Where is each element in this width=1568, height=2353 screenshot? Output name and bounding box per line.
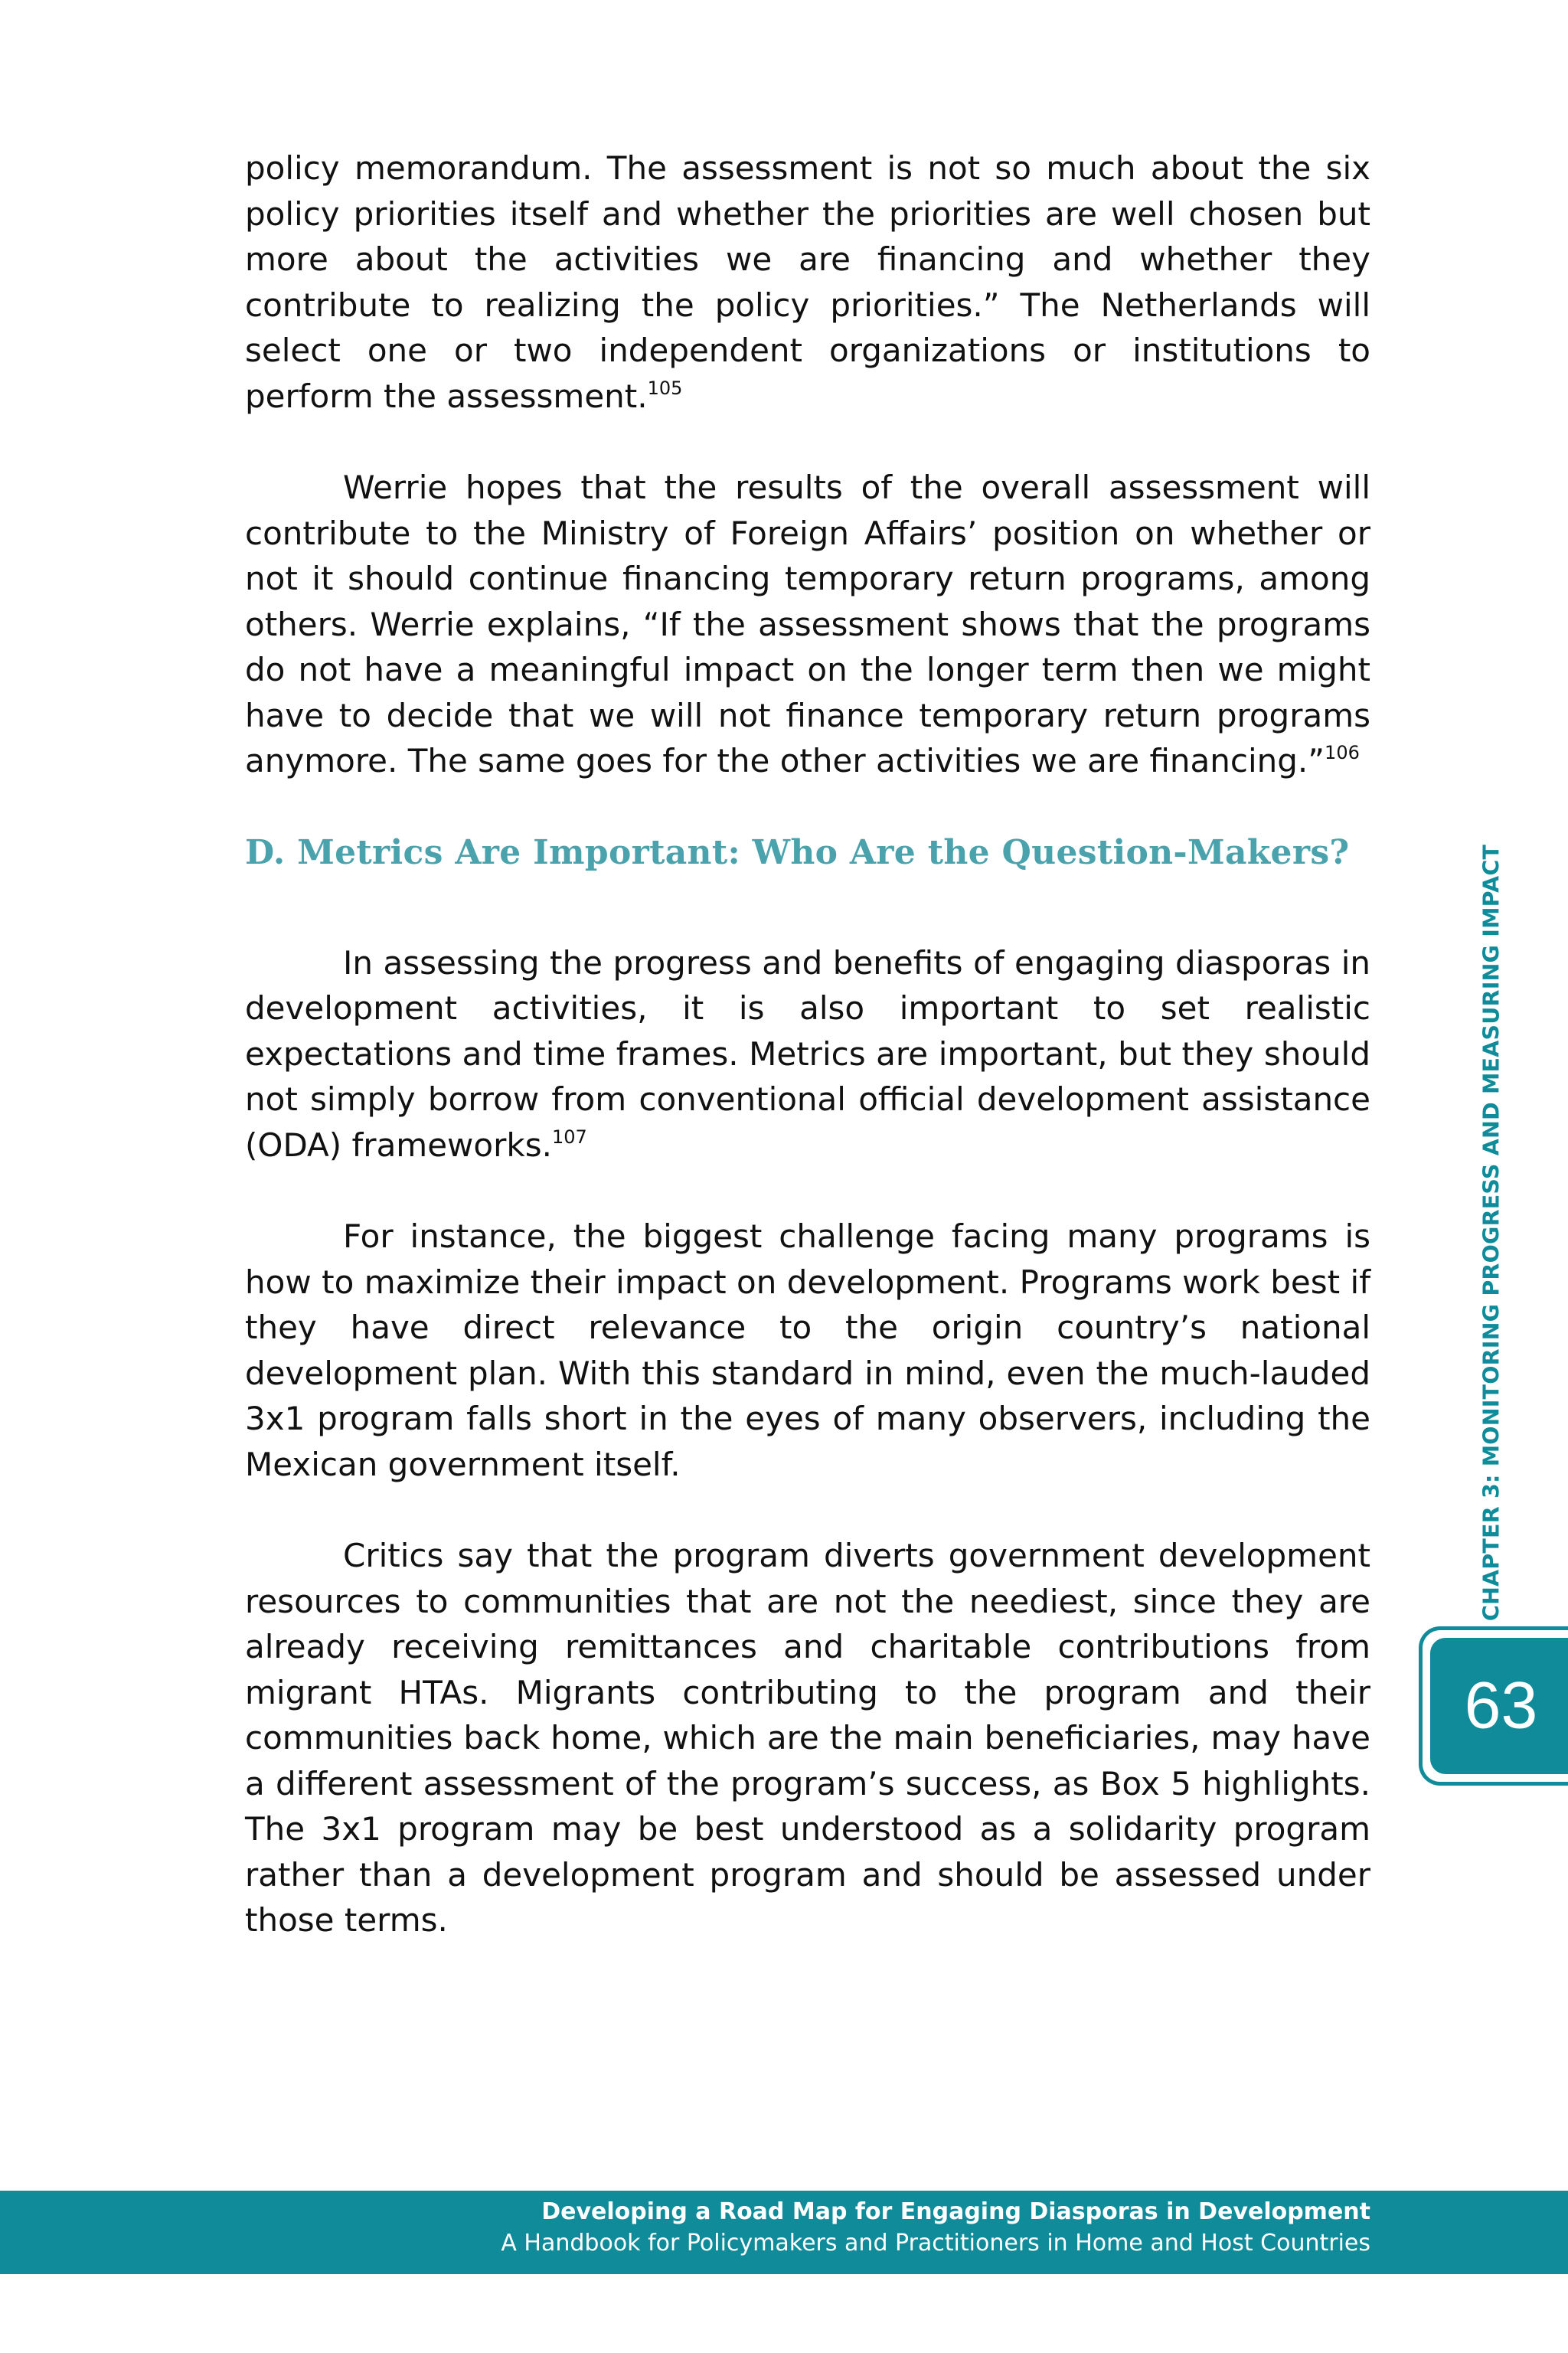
page-number-fill xyxy=(1430,1638,1568,1774)
footnote-105[interactable]: 105 xyxy=(647,377,683,399)
page-number: 63 xyxy=(1464,1668,1538,1743)
paragraph-5: Critics say that the program diverts government development resources to communities that are not the neediest, since they are already receiving remittances and charitable contributions from migrant HTAs. Migrants contributing to the program and their communities back home, which are the main beneficiaries, may have a different assessment of the program’s success, as Box 5 highlights. The 3x1 program may be best understood as a solidarity program rather than a development program and should be assessed under those terms. xyxy=(245,1537,1370,1939)
paragraph-3-text: In assessing the progress and benefits of engaging diasporas in development activities, it is also important to set realistic expectations and time frames. Metrics are important, but they should not simply borrow from conventional official development assistance (ODA) frameworks. xyxy=(245,943,1370,1164)
footer-title: Developing a Road Map for Engaging Diasporas in Development xyxy=(541,2198,1370,2225)
paragraph-2-text: Werrie hopes that the results of the overall assessment will contribute to the Ministry of Foreign Affairs’ position on whether or not it should continue financing temporary return programs, among others. Werrie explains, “If the assessment shows that the programs do not have a meaningful impact on the longer term then we might have to decide that we will not finance temporary return programs anymore. The same goes for the other activities we are financing.” xyxy=(245,469,1370,779)
paragraph-1-text: policy memorandum. The assessment is not so much about the six policy priorities itself and whether the priorities are well chosen but more about the activities we are financing and whether they contribute to realizing the policy priorities.” The Netherlands will select one or two independent organizations or institutions to perform the assessment. xyxy=(245,149,1370,415)
paragraph-3 xyxy=(245,940,1370,1168)
footer-bar xyxy=(0,2191,1568,2274)
page-content xyxy=(245,145,1370,1943)
page-number-box xyxy=(1419,1626,1568,1786)
footnote-106[interactable]: 106 xyxy=(1325,742,1360,763)
paragraph-1 xyxy=(245,145,1370,419)
paragraph-2 xyxy=(245,465,1370,784)
chapter-side-tab xyxy=(1468,844,1514,1622)
section-heading: D. Metrics Are Important: Who Are the Question-Makers? xyxy=(245,832,1350,872)
footer-subtitle: A Handbook for Policymakers and Practitioners in Home and Host Countries xyxy=(501,2230,1370,2257)
paragraph-4: For instance, the biggest challenge facing many programs is how to maximize their impact on development. Programs work best if they have direct relevance to the origin country’s national development plan. With this standard in mind, even the much-lauded 3x1 program falls short in the eyes of many observers, including the Mexican government itself. xyxy=(245,1217,1370,1483)
footnote-107[interactable]: 107 xyxy=(551,1126,587,1148)
chapter-label: CHAPTER 3: MONITORING PROGRESS AND MEASURING IMPACT xyxy=(1478,844,1504,1622)
